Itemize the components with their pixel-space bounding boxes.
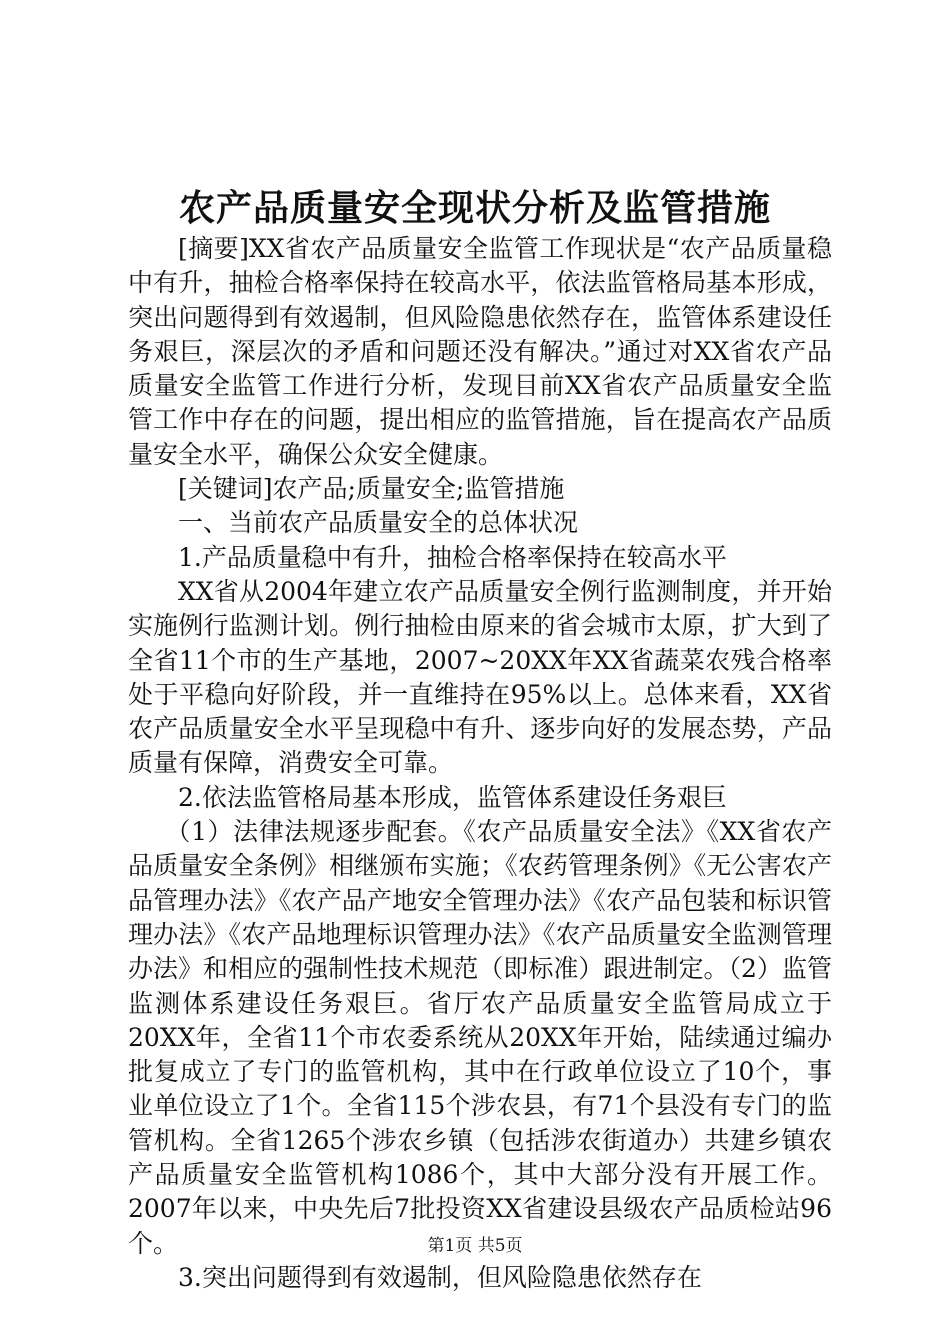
keywords-paragraph: [关键词]农产品;质量安全;监管措施 [178, 474, 565, 504]
abstract-paragraph: [摘要]XX省农产品质量安全监管工作现状是“农产品质量稳中有升，抽检合格率保持在较高水平，依法监管格局基本形成，突出问题得到有效遏制，但风险隐患依然存在，监管体系建设任务艰巨，深层次的矛盾和问题还没有解决。”通过对XX省农产品质量安全监管工作进行分析，发现目前XX省农产品质量安全监管工作中存在的问题，提出相应的监管措施，旨在提高农产品质量安全水平，确保公众安全健康。 [128, 234, 832, 469]
subsection-heading-1: 1.产品质量稳中有升，抽检合格率保持在较高水平 [178, 542, 727, 572]
document-body [128, 232, 832, 1295]
document-title: 农产品质量安全现状分析及监管措施 [178, 187, 771, 229]
section-heading-1: 一、当前农产品质量安全的总体状况 [178, 508, 579, 538]
subsection-heading-3: 3.突出问题得到有效遏制，但风险隐患依然存在 [178, 1262, 702, 1292]
body-paragraph-2: （1）法律法规逐步配套。《农产品质量安全法》《XX省农产品质量安全条例》相继颁布实施；《农药管理条例》《无公害农产品管理办法》《农产品产地安全管理办法》《农产品包装和标识管理办法》《农产品地理标识管理办法》《农产品质量安全监测管理办法》和相应的强制性技术规范（即标准）跟进制定。（2）监管监测体系建设任务艰巨。省厅农产品质量安全监管局成立于20XX年，全省11个市农委系统从20XX年开始，陆续通过编办批复成立了专门的监管机构，其中在行政单位设立了10个，事业单位设立了1个。全省115个涉农县，有71个县没有专门的监管机构。全省1265个涉农乡镇（包括涉农街道办）共建乡镇农产品质量安全监管机构1086个，其中大部分没有开展工作。2007年以来，中央先后7批投资XX省建设县级农产品质检站96个。 [128, 817, 832, 1258]
subsection-heading-2: 2.依法监管格局基本形成，监管体系建设任务艰巨 [178, 782, 727, 812]
page-footer: 第1页 共5页 [427, 1236, 523, 1256]
body-paragraph-1: XX省从2004年建立农产品质量安全例行监测制度，并开始实施例行监测计划。例行抽检由原来的省会城市太原，扩大到了全省11个市的生产基地，2007~20XX年XX省蔬菜农残合格率处于平稳向好阶段，并一直维持在95%以上。总体来看，XX省农产品质量安全水平呈现稳中有升、逐步向好的发展态势，产品质量有保障，消费安全可靠。 [128, 576, 832, 778]
